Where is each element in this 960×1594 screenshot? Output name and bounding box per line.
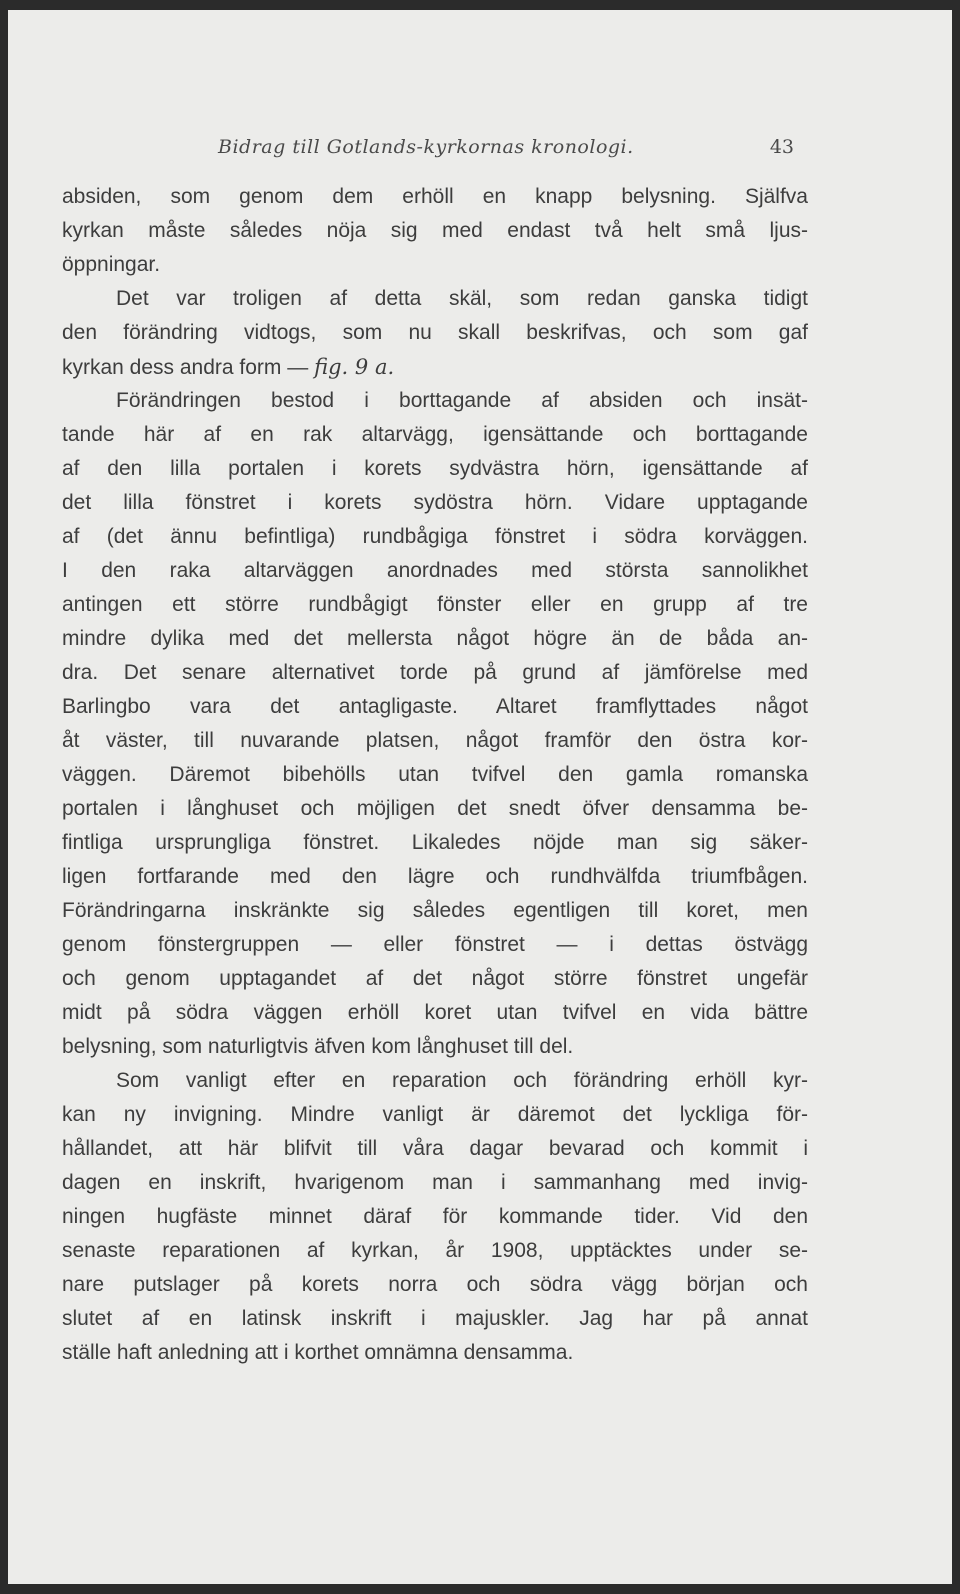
text-line: dra. Det senare alternativet torde på grund af jämförelse med [62, 661, 808, 684]
text-line: öppningar. [62, 253, 161, 276]
text-line: absiden, som genom dem erhöll en knapp belysning. Själfva [62, 185, 808, 208]
text-line: af (det ännu befintliga) rundbågiga fönstret i södra korväggen. [62, 525, 808, 548]
page-header [8, 136, 952, 166]
text-line: tande här af en rak altarvägg, igensättande och borttagande [62, 423, 808, 446]
text-line: antingen ett större rundbågigt fönster eller en grupp af tre [62, 593, 808, 616]
text-line: mindre dylika med det mellersta något högre än de båda an- [62, 627, 808, 650]
text-line: Det var troligen af detta skäl, som redan ganska tidigt [116, 287, 808, 310]
text-line: väggen. Däremot bibehölls utan tvifvel den gamla romanska [62, 763, 808, 786]
text-line: ningen hugfäste minnet däraf för kommande tider. Vid den [62, 1205, 808, 1228]
page-number: 43 [769, 136, 794, 158]
text-line: ställe haft anledning att i korthet omnämna densamma. [62, 1341, 574, 1364]
text-line: af den lilla portalen i korets sydvästra hörn, igensättande af [62, 457, 808, 480]
text-line: kyrkan dess andra form — [62, 356, 309, 379]
running-title: Bidrag till Gotlands-kyrkornas kronologi. [218, 136, 634, 158]
text-line: kan ny invigning. Mindre vanligt är däremot det lyckliga för- [62, 1103, 808, 1126]
text-line: Förändringen bestod i borttagande af absiden och insät- [116, 389, 808, 412]
text-line: portalen i långhuset och möjligen det snedt öfver densamma be- [62, 797, 808, 820]
text-line: dagen en inskrift, hvarigenom man i sammanhang med invig- [62, 1171, 808, 1194]
text-line: belysning, som naturligtvis äfven kom långhuset till del. [62, 1035, 574, 1058]
text-line: genom fönstergruppen — eller fönstret — i dettas östvägg [62, 933, 808, 956]
text-line: Som vanligt efter en reparation och förändring erhöll kyr- [116, 1069, 808, 1092]
text-line: kyrkan måste således nöja sig med endast två helt små ljus- [62, 219, 808, 242]
text-line: I den raka altarväggen anordnades med största sannolikhet [62, 559, 808, 582]
book-page [8, 10, 952, 1584]
text-line-with-figure-ref [62, 350, 808, 384]
text-line: fintliga ursprungliga fönstret. Likaledes nöjde man sig säker- [62, 831, 808, 854]
body-text [62, 180, 808, 1370]
text-line: Barlingbo vara det antagligaste. Altaret framflyttades något [62, 695, 808, 718]
text-line: åt väster, till nuvarande platsen, något framför den östra kor- [62, 729, 808, 752]
text-line: senaste reparationen af kyrkan, år 1908, upptäcktes under se- [62, 1239, 808, 1262]
text-line: hållandet, att här blifvit till våra dagar bevarad och kommit i [62, 1137, 808, 1160]
text-line: den förändring vidtogs, som nu skall beskrifvas, och som gaf [62, 321, 808, 344]
text-line: Förändringarna inskränkte sig således egentligen till koret, men [62, 899, 808, 922]
text-line: ligen fortfarande med den lägre och rundhvälfda triumfbågen. [62, 865, 808, 888]
text-line: det lilla fönstret i korets sydöstra hörn. Vidare upptagande [62, 491, 808, 514]
figure-reference: fig. 9 a. [314, 355, 395, 379]
text-line: och genom upptagandet af det något större fönstret ungefär [62, 967, 808, 990]
text-line: slutet af en latinsk inskrift i majuskler. Jag har på annat [62, 1307, 808, 1330]
text-line: midt på södra väggen erhöll koret utan tvifvel en vida bättre [62, 1001, 808, 1024]
text-line: nare putslager på korets norra och södra vägg början och [62, 1273, 808, 1296]
